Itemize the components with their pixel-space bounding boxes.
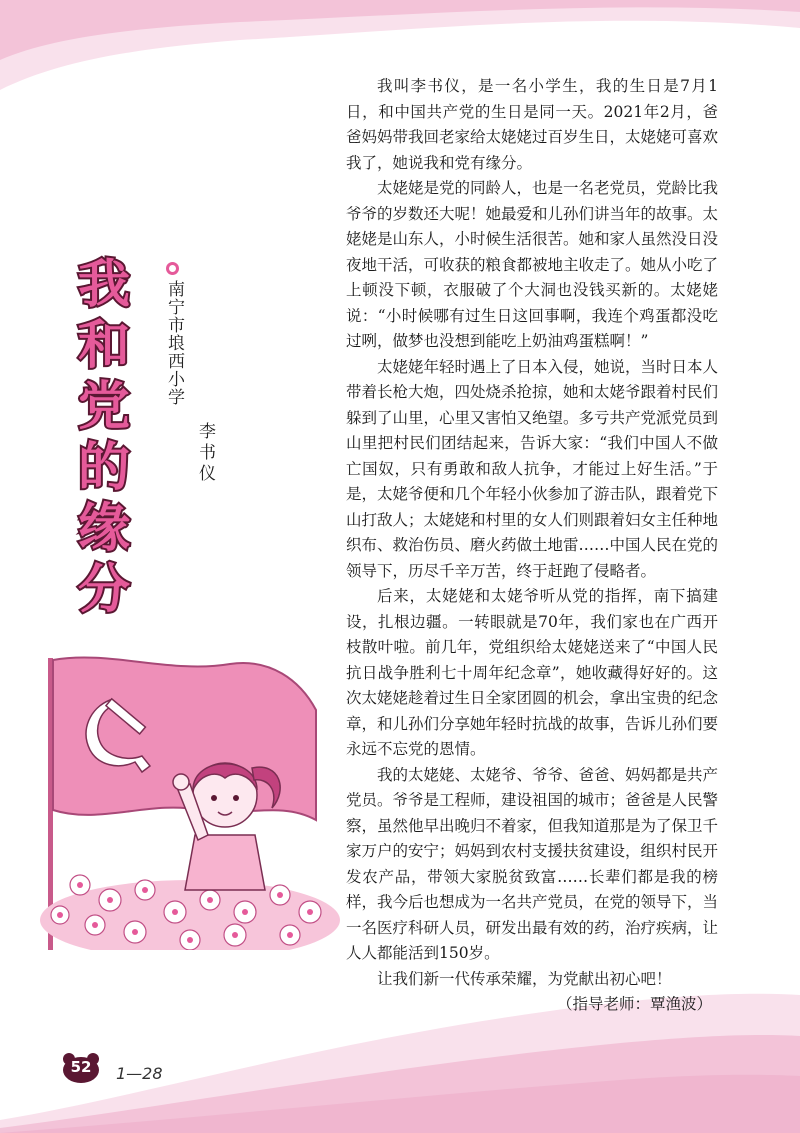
mentor-credit: （指导老师：覃渔波） bbox=[556, 995, 712, 1013]
page-number: 52 bbox=[70, 1058, 92, 1076]
issue-code: 1—28 bbox=[116, 1064, 163, 1083]
author-name: 李书仪 bbox=[195, 422, 215, 485]
title-char: 我 bbox=[77, 255, 130, 315]
paragraph: 让我们新一代传承荣耀，为党献出初心吧！ bbox=[377, 969, 672, 988]
article-title bbox=[68, 255, 140, 621]
paragraph: 我的太姥姥、太姥爷、爷爷、爸爸、妈妈都是共产党员。爷爷是工程师，建设祖国的城市；爸爸是人民警察，虽然他早出晚归不着家，但我知道那是为了保卫千家万户的安宁；妈妈到农村支援扶贫建设，组织村民开发农产品，带领大家脱贫致富……长辈们都是我的榜样，我今后也想成为一名共产党员，在党的领导下，当一名医疗科研人员，研发出最有效的药，治疗疾病，让人人都能活到150岁。 bbox=[346, 765, 719, 962]
title-char: 党 bbox=[77, 377, 130, 437]
paragraph: 后来，太姥姥和太姥爷听从党的指挥，南下搞建设，扎根边疆。一转眼就是70年，我们家也在广西开枝散叶啦。前几年，党组织给太姥姥送来了“中国人民抗日战争胜利七十周年纪念章”，她收藏得好好的。这次太姥姥趁着过生日全家团圆的机会，拿出宝贵的纪念章，和儿孙们分享她年轻时抗战的故事，告诉儿孙们要永远不忘党的恩情。 bbox=[346, 587, 719, 758]
byline bbox=[155, 262, 225, 502]
school-name: 南宁市埌西小学 bbox=[164, 280, 184, 406]
title-char: 分 bbox=[77, 560, 130, 620]
title-char: 和 bbox=[77, 316, 130, 376]
flag-girl-illustration bbox=[40, 650, 340, 950]
paragraph: 我叫李书仪，是一名小学生，我的生日是7月1日，和中国共产党的生日是同一天。2021年2月，爸爸妈妈带我回老家给太姥姥过百岁生日，太姥姥可喜欢我了，她说我和党有缘分。 bbox=[346, 77, 719, 172]
circle-bullet-icon bbox=[166, 262, 179, 275]
title-char: 缘 bbox=[77, 499, 130, 559]
paragraph: 太姥姥年轻时遇上了日本入侵，她说，当时日本人带着长枪大炮，四处烧杀抢掠，她和太姥爷跟着村民们躲到了山里，心里又害怕又绝望。多亏共产党派党员到山里把村民们团结起来，告诉大家：“我们中国人不做亡国奴，只有勇敢和敌人抗争，才能过上好生活。”于是，太姥爷便和几个年轻小伙参加了游击队，跟着党下山打敌人；太姥姥和村里的女人们则跟着妇女主任种地织布、救治伤员、磨火药做土地雷……中国人民在党的领导下，历尽千辛万苦，终于赶跑了侵略者。 bbox=[346, 357, 719, 580]
page-number-badge bbox=[62, 1052, 100, 1084]
article-body bbox=[346, 74, 718, 1018]
title-char: 的 bbox=[77, 438, 130, 498]
paragraph: 太姥姥是党的同龄人，也是一名老党员，党龄比我爷爷的岁数还大呢！她最爱和儿孙们讲当年的故事。太姥姥是山东人，小时候生活很苦。她和家人虽然没日没夜地干活，可收获的粮食都被地主收走了。她从小吃了上顿没下顿，衣服破了个大洞也没钱买新的。太姥姥说：“小时候哪有过生日这回事啊，我连个鸡蛋都没吃过咧，做梦也没想到能吃上奶油鸡蛋糕啊！” bbox=[346, 179, 719, 350]
